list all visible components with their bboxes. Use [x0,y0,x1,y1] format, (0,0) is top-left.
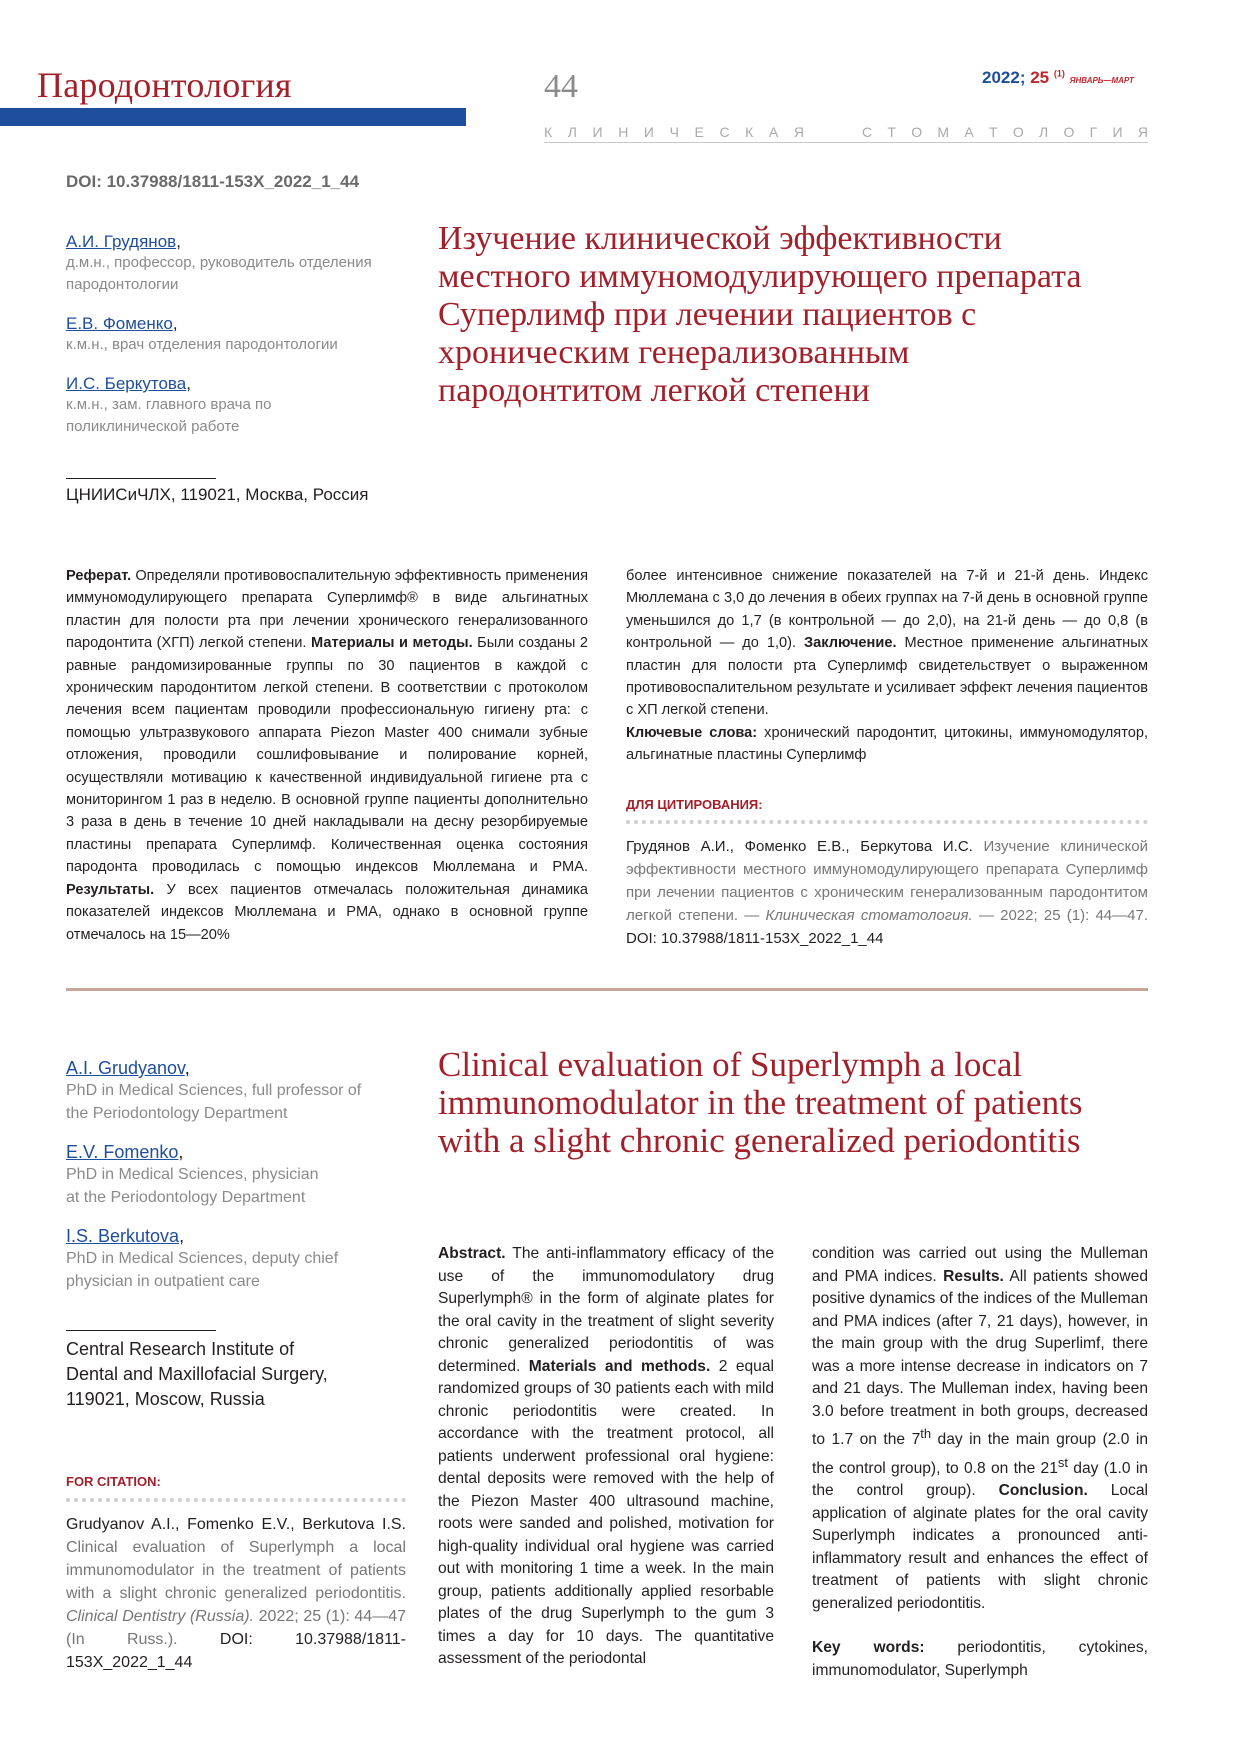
author-name[interactable]: Е.В. Фоменко [66,314,173,333]
citation-doi[interactable]: DOI: 10.37988/1811-153X_2022_1_44 [66,1631,407,1671]
citation-ru [626,835,1148,950]
keywords-heading: Ключевые слова: [626,724,758,741]
author-name[interactable]: A.I. Grudyanov [66,1058,185,1078]
conclusion-heading: Заключение. [804,635,897,652]
author-desc: д.м.н., профессор, руководитель отделения пародонтологии [66,254,372,293]
journal-letter: Л [567,124,577,140]
abstract-ru-col2 [626,565,1148,767]
keywords-en [812,1637,1148,1682]
journal-letter: М [937,124,950,140]
issue-number: (1) [1053,68,1065,79]
abstract-heading: Реферат. [66,568,132,584]
author-desc: к.м.н., зам. главного врача по поликлинической работе [66,396,272,435]
journal-letter: Л [1039,124,1049,140]
keywords-ru [626,722,1148,767]
citation-divider [626,820,1148,824]
author-ru-2: Е.В. Фоменко, к.м.н., врач отделения пародонтологии [66,314,426,356]
citation-journal: Clinical Dentistry (Russia). [66,1608,254,1625]
journal-letter: К [544,124,553,140]
journal-letter: И [643,124,654,140]
abstract-en-col2 [812,1243,1148,1682]
journal-letter: О [1012,124,1024,140]
citation-title: Изучение клинической эффективности местного иммуномодулирующего препарата Суперлимф при лечении пациентов с хроническим генерализованным пародонтитом легкой степени. — [626,838,1148,924]
citation-en [66,1513,406,1674]
journal-letter: Т [887,124,896,140]
journal-letter: Г [1089,124,1098,140]
journal-letter: Е [694,124,704,140]
section-divider [66,988,1148,991]
journal-word-1 [544,124,804,140]
citation-divider [66,1498,406,1502]
journal-letter: О [1063,124,1075,140]
affiliation-rule [66,478,216,479]
citation-details: 2022; 25 (1): 44—47 (In Russ.). [66,1608,407,1648]
superscript: th [920,1426,932,1441]
author-desc: к.м.н., врач отделения пародонтологии [66,336,338,353]
author-name[interactable]: А.И. Грудянов [66,232,177,251]
results-heading: Results. [943,1267,1004,1285]
issue-months: ЯНВАРЬ—МАРТ [1069,76,1134,85]
abstract-text: The anti-inflammatory efficacy of the use of the immunomodulatory drug Superlymph® in the form of alginate plates for the oral cavity in the treatment of slight severity chronic generalized periodontitis of was determined. [438,1245,774,1375]
citation-doi[interactable]: DOI: 10.37988/1811-153X_2022_1_44 [626,930,884,947]
journal-letter: С [862,124,873,140]
citation-authors: Grudyanov A.I., Fomenko E.V., Berkutova I.S. [66,1516,406,1533]
abstract-text: Были созданы 2 равные рандомизированные группы по 30 пациентов в каждой с хроническим пародонтитом легкой степени. В соответствии с протоколом лечения всем пациентам проводили профессиональную гигиену рта: с помощью ультразвукового аппарата Piezon Master 400 снимали зубные отложения, проводили сошлифовывание и полирование корней, осуществляли мотивацию к качественной индивидуальной гигиене рта с мониторингом 1 раз в неделю. В основной группе пациенты дополнительно 3 раза в день в течение 10 дней накладывали на десну резорбируемые пластины препарата Суперлимф. Количественная оценка состояния пародонта проводилась с помощью индексов Мюллемана и PMA. [66,635,588,876]
author-en-1: A.I. Grudyanov, PhD in Medical Sciences, full professor of the Periodontology Department [66,1058,386,1125]
journal-letter: К [745,124,754,140]
journal-letter: Ч [669,124,679,140]
abstract-text: condition was carried out using the Mulleman and PMA indices. [812,1245,1148,1285]
section-title: Пародонтология [37,65,292,105]
journal-letter: И [1112,124,1123,140]
journal-letter: С [719,124,730,140]
journal-letter: О [911,124,923,140]
keywords-text: periodontitis, cytokines, immunomodulator, Superlymph [812,1639,1148,1679]
citation-journal: Клиническая стоматология. [765,907,973,924]
author-ru-3: И.С. Беркутова, к.м.н., зам. главного врача по поликлинической работе [66,374,426,438]
conclusion-heading: Conclusion. [998,1482,1088,1500]
author-name[interactable]: E.V. Fomenko [66,1142,179,1162]
author-desc: PhD in Medical Sciences, full professor of the Periodontology Department [66,1082,362,1122]
methods-heading: Материалы и методы. [311,635,473,652]
citation-title: Clinical evaluation of Superlymph a local immunomodulator in the treatment of patients with a slight chronic generalized periodontitis. [66,1539,406,1602]
abstract-text: All patients showed positive dynamics of the indices of the Mulleman and PMA indices (after 7, 21 days), however, in the main group with the drug Superlimf, there was a more intense decrease in indicators on 7 and 21 days. The Mulleman index, having been 3.0 before treatment in both groups, decreased to 1.7 on the 7 [812,1267,1148,1449]
issue-year: 2022; [982,68,1026,87]
affiliation-rule [66,1330,216,1331]
results-heading: Результаты. [66,881,155,898]
superscript: st [1057,1454,1068,1470]
keywords-text: хронический пародонтит, цитокины, иммуномодулятор, альгинатные пластины Суперлимф [626,724,1148,764]
journal-word-2 [862,124,1148,140]
author-name[interactable]: И.С. Беркутова [66,374,187,393]
abstract-heading: Abstract. [438,1245,506,1262]
author-ru-1: А.И. Грудянов, д.м.н., профессор, руководитель отделения пародонтологии [66,232,426,296]
affiliation-ru: ЦНИИСиЧЛХ, 119021, Москва, Россия [66,485,369,504]
abstract-en-col1 [438,1243,774,1671]
author-name[interactable]: I.S. Berkutova [66,1226,180,1246]
citation-authors: Грудянов А.И., Фоменко Е.В., Беркутова И.С. [626,838,973,855]
journal-letter: Н [618,124,629,140]
journal-letter: А [768,124,779,140]
keywords-heading: Key words: [812,1639,925,1657]
citation-details: — 2022; 25 (1): 44—47. [972,907,1148,924]
abstract-text: day (1.0 in the control group). [812,1459,1148,1500]
journal-letter: Т [989,124,998,140]
citation-heading-en: FOR CITATION: [66,1474,161,1489]
journal-name [544,124,1148,140]
journal-rule [544,142,1148,143]
author-desc: PhD in Medical Sciences, physician at the Periodontology Department [66,1166,319,1206]
journal-letter: И [592,124,603,140]
abstract-text: У всех пациентов отмечалась положительная динамика показателей индексов Мюллемана и PMA, однако в основной группе отмечалось на 15—20% [66,881,588,943]
page-number: 44 [544,68,578,105]
doi: DOI: 10.37988/1811-153X_2022_1_44 [66,172,360,191]
journal-letter: Я [793,124,804,140]
journal-letter: А [964,124,974,140]
section-bar [0,108,466,126]
journal-letter: Я [1137,124,1148,140]
abstract-text: Местное применение альгинатных пластин для полости рта Суперлимф свидетельствует о выраженном противовоспалительном результате и усиливает эффект лечения пациентов с ХП легкой степени. [626,635,1148,719]
abstract-ru-col1 [66,565,588,946]
affiliation-en: Central Research Institute of Dental and Maxillofacial Surgery, 119021, Moscow, Russia [66,1339,328,1409]
authors-ru [66,232,426,456]
issue-volume: 25 [1030,68,1050,87]
author-en-3: I.S. Berkutova, PhD in Medical Sciences, deputy chief physician in outpatient care [66,1226,386,1293]
abstract-text: Local application of alginate plates for the oral cavity Superlymph indicates a pronounced anti-inflammatory result and enhances the effect of treatment of patients with slight chronic generalized periodontitis. [812,1482,1148,1612]
methods-heading: Materials and methods. [528,1357,711,1375]
abstract-text: Определяли противовоспалительную эффективность применения иммуномодулирующего препарата Суперлимф® в виде альгинатных пластин для полости рта при лечении хронического генерализованного пародонтита (ХГП) легкой степени. [66,568,588,652]
article-title-ru: Изучение клинической эффективности местного иммуномодулирующего препарата Суперлимф при лечении пациентов с хроническим генерализованным пародонтитом легкой степени [438,220,1082,409]
issue-info [982,68,1134,88]
article-title-en: Clinical evaluation of Superlymph a local immunomodulator in the treatment of patients with a slight chronic generalized periodontitis [438,1045,1083,1160]
citation-heading-ru: ДЛЯ ЦИТИРОВАНИЯ: [626,797,763,812]
abstract-text: 2 equal randomized groups of 30 patients each with mild chronic periodontitis were created. In accordance with the treatment protocol, all patients underwent professional oral hygiene: dental deposits were removed with the help of the Piezon Master 400 ultrasound machine, roots were sanded and polished, motivation for high-quality individual oral hygiene was carried out with monitoring 1 time a week. In the main group, patients additionally applied resorbable plates of the drug Superlymph to the gum 3 times a day for 10 days. The quantitative assessment of the periodontal [438,1357,774,1667]
author-en-2: E.V. Fomenko, PhD in Medical Sciences, physician at the Periodontology Department [66,1142,386,1209]
abstract-text: более интенсивное снижение показателей на 7-й и 21-й день. Индекс Мюллемана с 3,0 до лечения в обеих группах на 7-й день в основной группе уменьшился до 1,7 (в контрольной — до 2,0), на 21-й день — до 0,8 (в контрольной — до 1,0). [626,568,1148,652]
authors-en [66,1058,386,1310]
abstract-text: day in the main group (2.0 in the control group), to 0.8 on the 21 [812,1431,1148,1477]
author-desc: PhD in Medical Sciences, deputy chief physician in outpatient care [66,1250,339,1290]
